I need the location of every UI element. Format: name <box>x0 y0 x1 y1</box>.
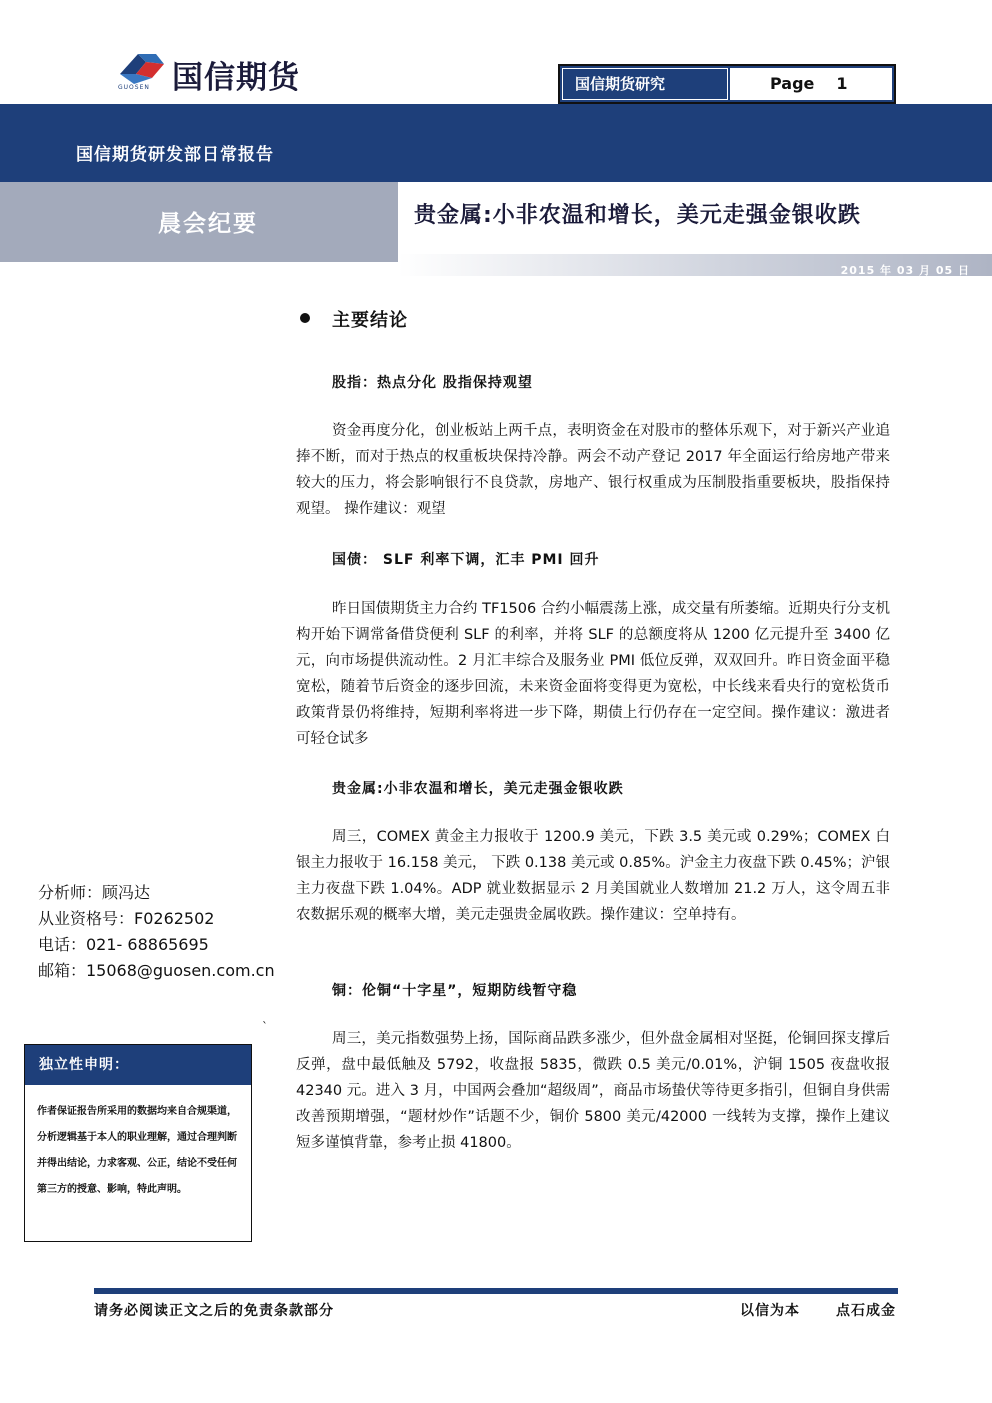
bond-paragraph: 昨日国债期货主力合约 TF1506 合约小幅震荡上涨，成交量有所萎缩。近期央行分支机构开始下调常备借贷便利 SLF 的利率，并将 SLF 的总额度将从 1200 亿元提升至 3400 亿元，向市场提供流动性。2 月汇丰综合及服务业 PMI 低位反弹，双双回升。昨日资金面平稳宽松，随着节后资金的逐步回流，未来资金面将变得更为宽松，中长线来看央行的宽松货币政策背景仍将维持，短期利率将进一步下降，期债上行仍存在一定空间。操作建议：激进者可轻仓试多 <box>296 601 890 747</box>
precious-metals-heading: 贵金属:小非农温和增长，美元走强金银收跌 <box>332 781 624 797</box>
bond-heading: 国债： SLF 利率下调，汇丰 PMI 回升 <box>332 552 600 568</box>
page-number-box <box>730 68 892 100</box>
logo-subtext: GUOSEN <box>118 84 150 91</box>
declaration-body: 作者保证报告所采用的数据均来自合规渠道，分析逻辑基于本人的职业理解，通过合理判断 并得出结论，力求客观、公正，结论不受任何第三方的授意、影响，特此声明。 <box>37 1106 237 1195</box>
page-number: 1 <box>836 74 848 93</box>
stock-index-heading: 股指：热点分化 股指保持观望 <box>332 375 533 391</box>
motto-1: 以信为本 <box>740 1303 800 1319</box>
section-title-text: 主要结论 <box>332 310 408 331</box>
precious-metals-paragraph: 周三，COMEX 黄金主力报收于 1200.9 美元，下跌 3.5 美元或 0.29%；COMEX 白银主力报收于 16.158 美元， 下跌 0.138 美元或 0.85%。沪金主力夜盘下跌 0.45%；沪银主力夜盘下跌 1.04%。ADP 就业数据显示 2 月美国就业人数增加 21.2 万人，这令周五非农数据乐观的概率大增，美元走强贵金属收跌。操作建议：空单持有。 <box>296 829 890 923</box>
independence-declaration <box>24 1044 252 1242</box>
report-type: 晨会纪要 <box>158 211 258 237</box>
logo-text: 国信期货 <box>172 60 300 96</box>
analyst-email: 邮箱：15068@guosen.com.cn <box>38 961 275 980</box>
department-title: 国信期货研发部日常报告 <box>76 145 274 165</box>
footer-divider <box>94 1288 898 1294</box>
page-indicator <box>558 64 896 104</box>
analyst-phone: 电话：021- 68865695 <box>38 935 209 954</box>
declaration-title: 独立性申明： <box>25 1045 251 1085</box>
footer-motto <box>740 1300 896 1320</box>
copper-heading: 铜：伦铜“十字星”，短期防线暂守稳 <box>332 983 578 999</box>
disclaimer-note: 请务必阅读正文之后的免责条款部分 <box>94 1303 334 1319</box>
company-logo <box>116 46 346 96</box>
motto-2: 点石成金 <box>836 1303 896 1319</box>
report-date: 2015 年 03 月 05 日 <box>840 264 970 277</box>
research-label: 国信期货研究 <box>562 68 728 100</box>
analyst-license: 从业资格号：F0262502 <box>38 909 215 928</box>
tick-mark: ` <box>262 1020 268 1034</box>
page-label: Page <box>770 74 815 93</box>
bullet-icon <box>300 313 310 323</box>
stock-index-paragraph: 资金再度分化，创业板站上两千点，表明资金在对股市的整体乐观下，对于新兴产业追捧不断，而对于热点的权重板块保持冷静。两会不动产登记 2017 年全面运行给房地产带来较大的压力，将会影响银行不良贷款，房地产、银行权重成为压制股指重要板块，股指保持观望。 操作建议：观望 <box>296 423 890 517</box>
copper-paragraph: 周三，美元指数强势上扬，国际商品跌多涨少，但外盘金属相对坚挺，伦铜回探支撑后反弹，盘中最低触及 5792，收盘报 5835，微跌 0.5 美元/0.01%，沪铜 1505 夜盘收报 42340 元。进入 3 月，中国两会叠加“超级周”，商品市场蛰伏等待更多指引，但铜自身供需改善预期增强，“题材炒作”话题不少，铜价 5800 美元/42000 一线转为支撑，操作上建议短多谨慎背靠，参考止损 41800。 <box>296 1031 890 1151</box>
section-title <box>300 306 408 332</box>
report-headline: 贵金属:小非农温和增长，美元走强金银收跌 <box>414 203 861 228</box>
analyst-info <box>38 880 275 984</box>
analyst-name: 分析师：顾冯达 <box>38 883 151 902</box>
